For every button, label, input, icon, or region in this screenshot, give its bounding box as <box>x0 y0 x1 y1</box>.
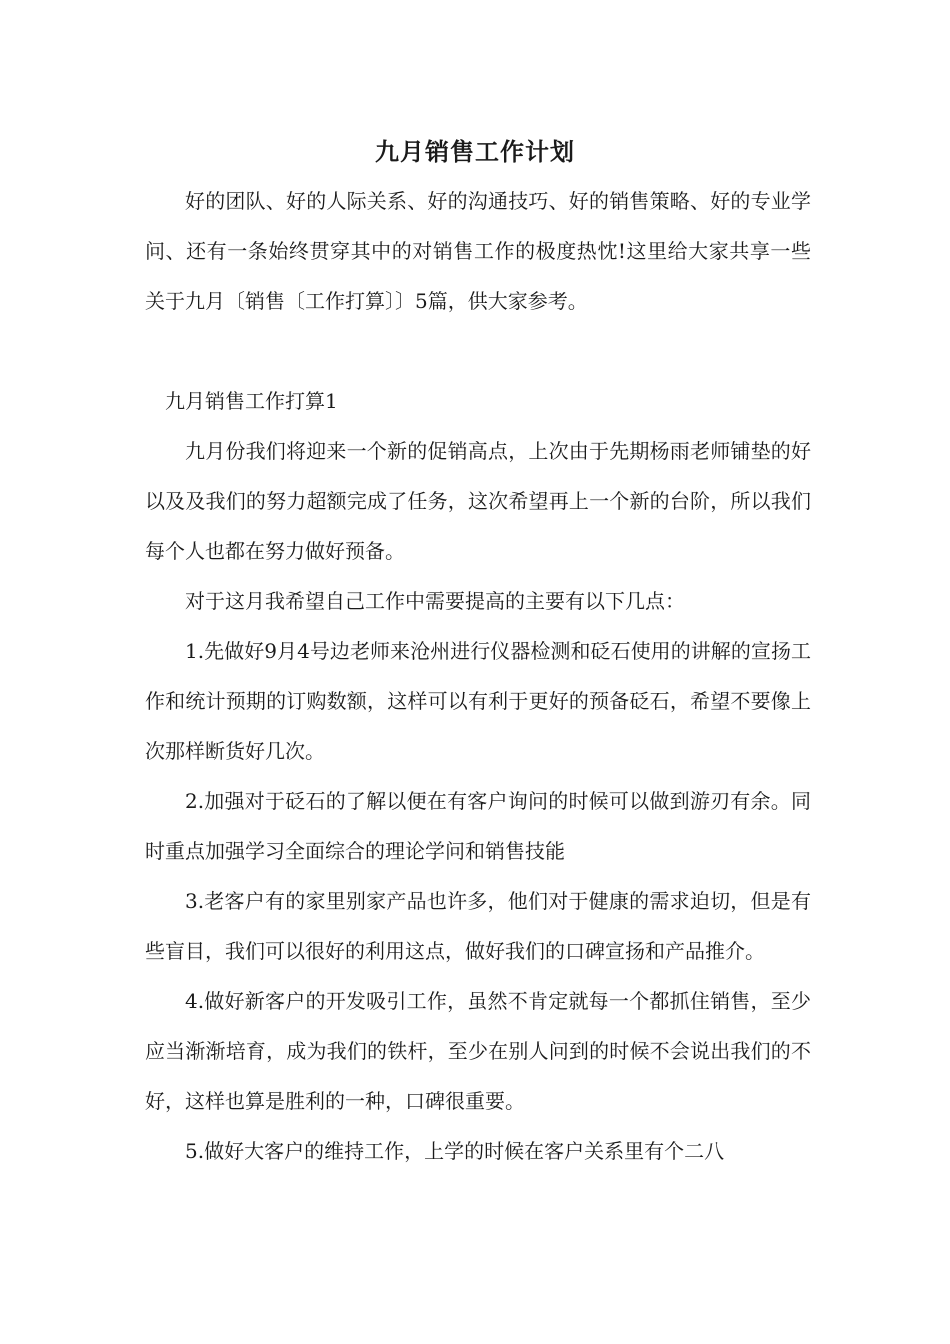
list-item-4: 4.做好新客户的开发吸引工作，虽然不肯定就每一个都抓住销售，至少应当渐渐培育，成为我们的铁杆，至少在别人问到的时候不会说出我们的不好，这样也算是胜利的一种，口碑很重要。 <box>145 989 811 1113</box>
list-item-2: 2.加强对于砭石的了解以便在有客户询问的时候可以做到游刃有余。同时重点加强学习全面综合的理论学问和销售技能 <box>145 789 811 863</box>
document-body <box>145 176 811 1176</box>
body-paragraph: 对于这月我希望自己工作中需要提高的主要有以下几点： <box>185 589 685 613</box>
intro-paragraph: 好的团队、好的人际关系、好的沟通技巧、好的销售策略、好的专业学问、还有一条始终贯穿其中的对销售工作的极度热忱!这里给大家共享一些关于九月〔销售〔工作打算〕〕5篇，供大家参考。 <box>145 189 811 313</box>
document-title: 九月销售工作计划 <box>375 137 575 166</box>
section-heading: 九月销售工作打算1 <box>165 389 338 413</box>
list-item-1: 1.先做好9月4号边老师来沧州进行仪器检测和砭石使用的讲解的宣扬工作和统计预期的订购数额，这样可以有利于更好的预备砭石，希望不要像上次那样断货好几次。 <box>145 639 811 763</box>
body-paragraph: 九月份我们将迎来一个新的促销高点，上次由于先期杨雨老师铺垫的好以及及我们的努力超额完成了任务，这次希望再上一个新的台阶，所以我们每个人也都在努力做好预备。 <box>145 439 811 563</box>
list-item-3: 3.老客户有的家里别家产品也许多，他们对于健康的需求迫切，但是有些盲目，我们可以很好的利用这点，做好我们的口碑宣扬和产品推介。 <box>145 889 811 963</box>
list-item-5: 5.做好大客户的维持工作，上学的时候在客户关系里有个二八 <box>185 1139 725 1163</box>
